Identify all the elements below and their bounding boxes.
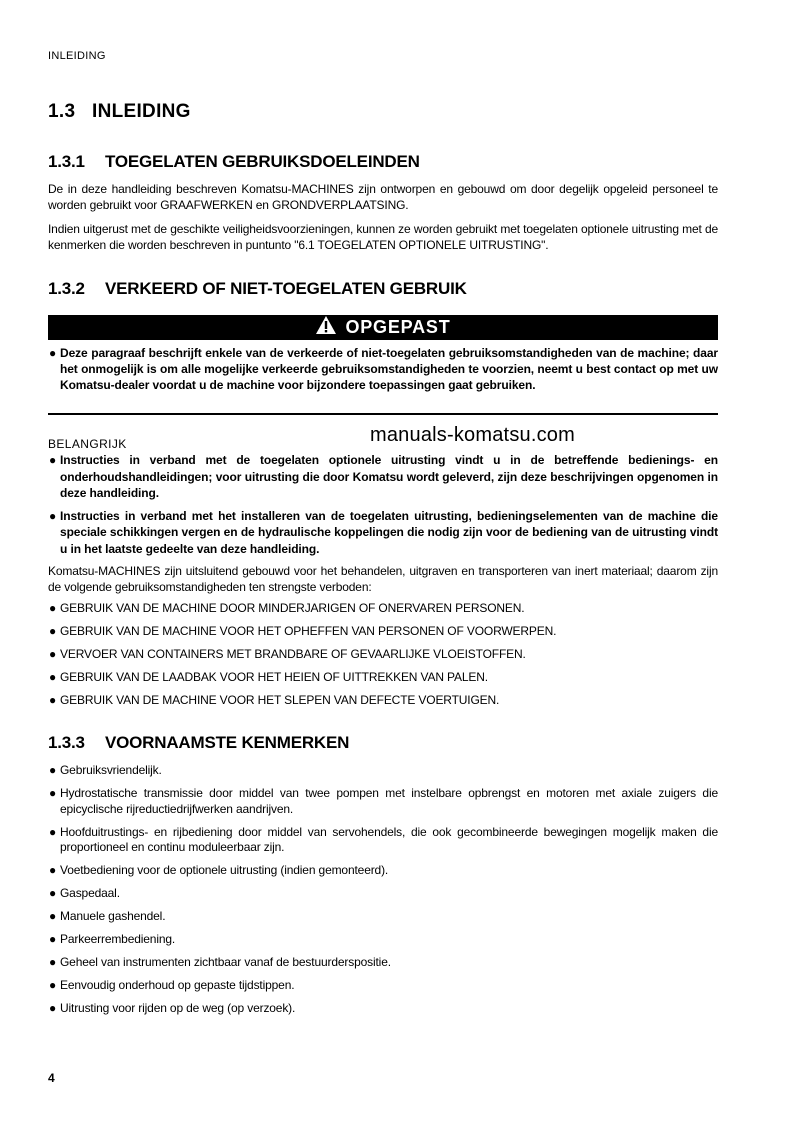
caution-label: OPGEPAST <box>345 317 451 337</box>
subsection-title: VERKEERD OF NIET-TOEGELATEN GEBRUIK <box>105 279 467 298</box>
bullet-icon: ● <box>49 453 57 467</box>
list-item: ● VERVOER VAN CONTAINERS MET BRANDBARE OF GEVAARLIJKE VLOEISTOFFEN. <box>49 647 526 661</box>
bullet-icon: ● <box>49 601 57 615</box>
important-label: BELANGRIJK <box>48 437 127 451</box>
list-item: ● Geheel van instrumenten zichtbaar vanaf de bestuurderspositie. <box>49 955 391 969</box>
section-number: 1.3 <box>48 101 76 122</box>
subsection-title: TOEGELATEN GEBRUIKSDOELEINDEN <box>105 152 420 171</box>
page-number: 4 <box>48 1071 55 1085</box>
subsection-number: 1.3.2 <box>48 279 85 298</box>
list-item: ● GEBRUIK VAN DE MACHINE VOOR HET SLEPEN VAN DEFECTE VOERTUIGEN. <box>49 693 500 707</box>
bullet-icon: ● <box>49 670 57 684</box>
paragraph: De in deze handleiding beschreven Komatsu-MACHINES zijn ontworpen en gebouwd om door degelijk opgeleid personeel te worden gebruikt voor GRAAFWERKEN en GRONDVERPLAATSING. <box>48 182 718 212</box>
warning-triangle-icon <box>315 315 337 340</box>
watermark: manuals-komatsu.com <box>370 424 575 446</box>
caution-divider <box>48 413 718 415</box>
subsection-number: 1.3.3 <box>48 733 85 752</box>
list-item: ● Hydrostatische transmissie door middel van twee pompen met instelbare opbrengst en motoren met axiale zuigers die epicyclische rijreductiedrijfwerken aandrijven. <box>49 786 718 816</box>
running-header: INLEIDING <box>48 50 106 62</box>
list-item: ● GEBRUIK VAN DE MACHINE VOOR HET OPHEFFEN VAN PERSONEN OF VOORWERPEN. <box>49 624 557 638</box>
list-item: ● Manuele gashendel. <box>49 909 166 923</box>
bullet-icon: ● <box>49 1001 57 1015</box>
list-item: ● GEBRUIK VAN DE MACHINE DOOR MINDERJARIGEN OF ONERVAREN PERSONEN. <box>49 601 525 615</box>
list-item: ● Gebruiksvriendelijk. <box>49 763 162 777</box>
section-title: INLEIDING <box>92 101 191 122</box>
bullet-icon: ● <box>49 763 57 777</box>
bullet-icon: ● <box>49 886 57 900</box>
bullet-icon: ● <box>49 932 57 946</box>
bullet-icon: ● <box>49 624 57 638</box>
paragraph: Komatsu-MACHINES zijn uitsluitend gebouwd voor het behandelen, uitgraven en transporteren van inert materiaal; daarom zijn de volgende gebruiksomstandigheden ten strengste verboden: <box>48 564 718 594</box>
list-item: ● Uitrusting voor rijden op de weg (op verzoek). <box>49 1001 296 1015</box>
list-item: ● GEBRUIK VAN DE LAADBAK VOOR HET HEIEN OF UITTREKKEN VAN PALEN. <box>49 670 488 684</box>
paragraph: Indien uitgerust met de geschikte veiligheidsvoorzieningen, kunnen ze worden gebruikt met toegelaten optionele uitrusting met de kenmerken die worden beschreven in puntunto "6.1 TOEGELATEN OPTIONELE UITRUSTING". <box>48 222 718 252</box>
features-list <box>48 763 718 1024</box>
subsection-title: VOORNAAMSTE KENMERKEN <box>105 733 350 752</box>
list-item: ● Eenvoudig onderhoud op gepaste tijdstippen. <box>49 978 295 992</box>
caution-body <box>48 345 718 393</box>
list-item: ● Voetbediening voor de optionele uitrusting (indien gemonteerd). <box>49 863 389 877</box>
subsection-heading-1-3-2 <box>48 279 467 299</box>
subsection-number: 1.3.1 <box>48 152 85 171</box>
subsection-heading-1-3-3 <box>48 733 349 753</box>
bullet-icon: ● <box>49 955 57 969</box>
bullet-icon: ● <box>49 508 57 523</box>
bullet-icon: ● <box>49 909 57 923</box>
caution-banner <box>48 315 718 340</box>
bullet-icon: ● <box>49 647 57 661</box>
list-item: ● Gaspedaal. <box>49 886 120 900</box>
bullet-icon: ● <box>49 824 57 839</box>
important-item: ● Instructies in verband met het installeren van de toegelaten uitrusting, bedieningselementen van de machine die speciale schikkingen vergen en de hydraulische koppelingen die nodig zijn voor de bediening van de uitrusting vindt u in het laatste gedeelte van deze handleiding. <box>49 508 718 556</box>
section-heading <box>48 101 191 123</box>
caution-item: ● Deze paragraaf beschrijft enkele van de verkeerde of niet-toegelaten gebruiksomstandigheden van de machine; daar het onmogelijk is om alle mogelijke verkeerde gebruiksomstandigheden te voorzien, neemt u best contact op met uw Komatsu-dealer voordat u de machine voor bijzondere toepassingen gaat gebruiken. <box>49 346 718 392</box>
bullet-icon: ● <box>49 346 57 360</box>
bullet-icon: ● <box>49 693 57 707</box>
bullet-icon: ● <box>49 978 57 992</box>
bullet-icon: ● <box>49 863 57 877</box>
important-item: ● Instructies in verband met de toegelaten optionele uitrusting vindt u in de betreffende bedienings- en onderhoudshandleidingen; voor uitrusting die door Komatsu wordt geleverd, zijn deze beschrijvingen opgenomen in deze handleiding. <box>49 453 718 500</box>
bullet-icon: ● <box>49 786 57 800</box>
important-list <box>48 452 718 563</box>
list-item: ● Parkeerrembediening. <box>49 932 176 946</box>
list-item: ● Hoofduitrustings- en rijbediening door middel van servohendels, die ook gecombineerde bewegingen mogelijk maken die proportioneel en continu moduleerbaar zijn. <box>49 824 718 854</box>
prohibited-uses-list <box>48 601 718 716</box>
subsection-heading-1-3-1 <box>48 152 420 172</box>
